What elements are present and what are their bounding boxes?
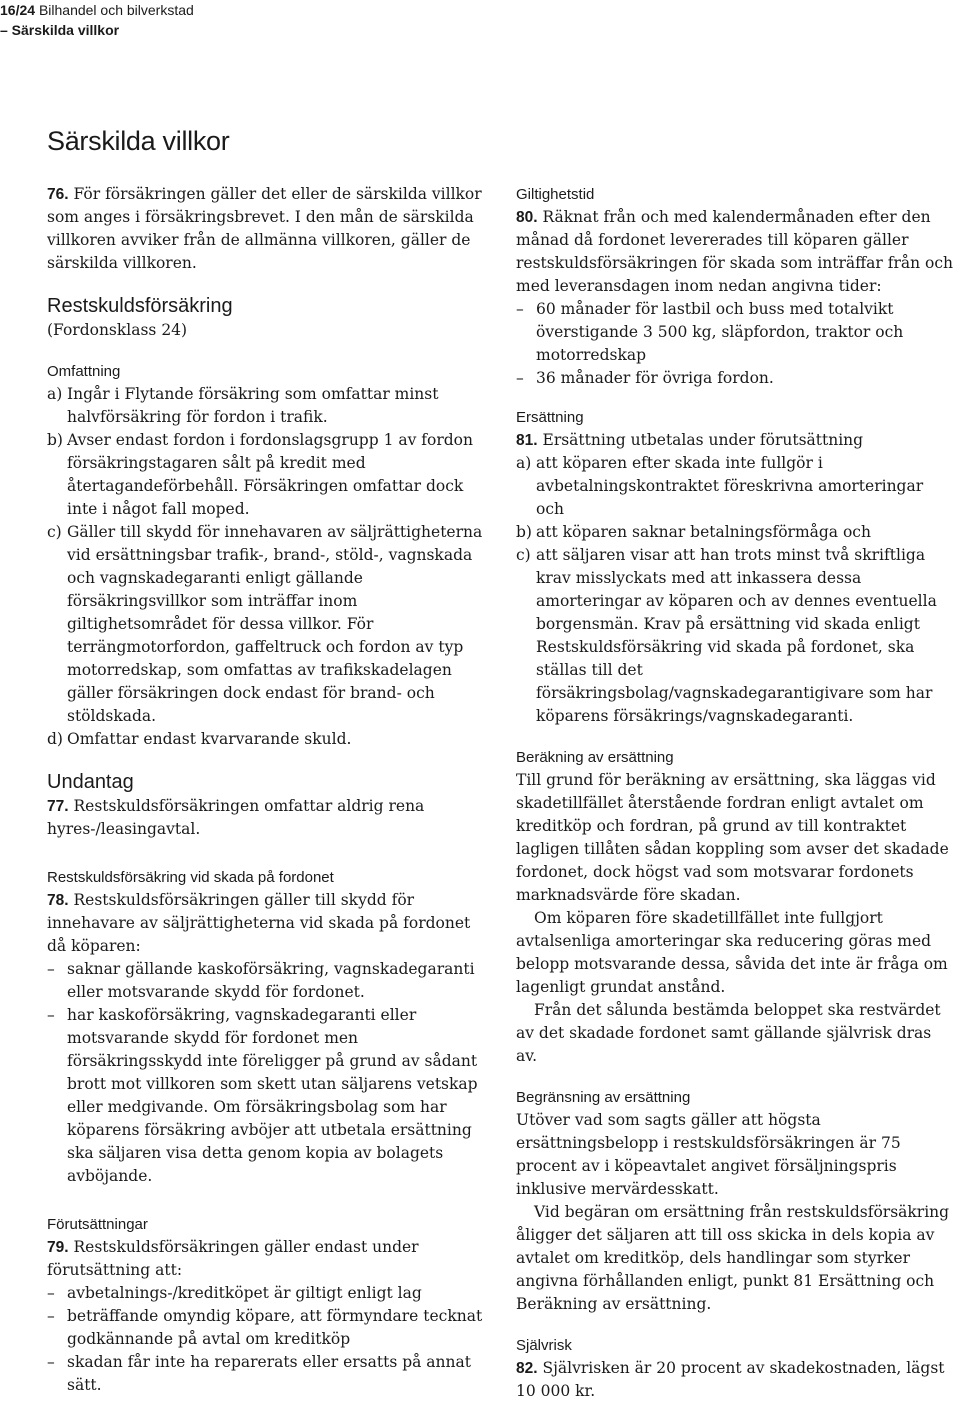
list-item: a) att köparen efter skada inte fullgör i avbetalningskontraktet föreskrivna amorteringar och [516, 454, 924, 518]
section-heading-restskuld: Restskuldsförsäkring [47, 295, 233, 317]
list-item: – har kaskoförsäkring, vagnskadegaranti eller motsvarande skydd för fordonet men försäkringsskydd inte föreligger på grund av sådant brott mot villkoren som skett utan säljarens vetskap eller medgivande. Om försäkringsbolag som har köparens försäkring avböjer att utbetala ersättning ska säljaren visa detta genom kopia av bolagets avböjande. [47, 1006, 478, 1185]
subheading-begransning: Begränsning av ersättning [516, 1089, 691, 1106]
subheading-forutsattningar: Förutsättningar [47, 1216, 148, 1233]
paragraph-berakning-3: Från det sålunda bestämda beloppet ska restvärdet av det skadade fordonet samt gällande självrisk dras av. [516, 1001, 941, 1065]
paragraph-78: 78. Restskuldsförsäkringen gäller till skydd för innehavare av säljrättigheterna vid skada på fordonet då köparen: [47, 891, 471, 955]
right-column [516, 183, 956, 1403]
list-item: – 60 månader för lastbil och buss med totalvikt överstigande 3 500 kg, släpfordon, traktor och motorredskap [516, 300, 904, 364]
paragraph-81: 81. Ersättning utbetalas under förutsättning [516, 431, 864, 449]
section-heading-undantag: Undantag [47, 771, 134, 793]
page-title: Särskilda villkor [47, 126, 230, 156]
list-item: – avbetalnings-/kreditköpet är giltigt enligt lag [47, 1284, 422, 1302]
list-item: b) Avser endast fordon i fordonslagsgrupp 1 av fordon försäkringstagaren sålt på kredit med återtagandeförbehåll. Försäkringen omfattar dock inte i något fall moped. [47, 431, 473, 518]
paragraph-berakning-1: Till grund för beräkning av ersättning, ska läggas vid skadetillfället återstående fordran enligt avtalet om kreditköp och fordran, på grund av till kontraktet lagligen tillåten sådan koppling som avser det skadade fordonet, dock högst vad som motsvarar fordonets marknadsvärde före skadan. [516, 771, 949, 904]
list-item: – 36 månader för övriga fordon. [516, 369, 774, 387]
list-item: – saknar gällande kaskoförsäkring, vagnskadegaranti eller motsvarande skydd för fordonet. [47, 960, 475, 1001]
subheading-sjalvrisk: Självrisk [516, 1337, 572, 1354]
subheading-ersattning: Ersättning [516, 409, 584, 426]
list-item: b) att köparen saknar betalningsförmåga och [516, 523, 871, 541]
page-number: 16/24 [0, 2, 36, 18]
section-name: – Särskilda villkor [0, 22, 120, 38]
list-item: d) Omfattar endast kvarvarande skuld. [47, 730, 352, 748]
page-header [0, 0, 194, 40]
list-item: – beträffande omyndig köpare, att förmyndare tecknat godkännande på avtal om kreditköp [47, 1307, 483, 1348]
paragraph-begransning-1: Utöver vad som sagts gäller att högsta ersättningsbelopp i restskuldsförsäkringen är 75 procent av i köpeavtalet angivet försäljningspris inklusive mervärdesskatt. [516, 1111, 901, 1198]
paragraph-begransning-2: Vid begäran om ersättning från restskuldsförsäkring åligger det säljaren att till oss skicka in dels kopia av avtalet om kreditköp, dels handlingar som styrker angivna förhållanden enligt, punkt 81 Ersättning och Beräkning av ersättning. [516, 1203, 950, 1313]
list-item: – skadan får inte ha reparerats eller ersatts på annat sätt. [47, 1353, 471, 1394]
subheading-skada: Restskuldsförsäkring vid skada på fordonet [47, 869, 334, 886]
paragraph-76 [47, 183, 492, 275]
subheading-omfattning: Omfattning [47, 363, 121, 380]
clause-number: 76. [47, 186, 69, 203]
paragraph-berakning-2: Om köparen före skadetillfället inte fullgjort avtalsenliga amorteringar ska reducering göras med belopp motsvarande dessa, såvida det inte är fråga om lagenligt grundat anstånd. [516, 909, 948, 996]
list-item: c) att säljaren visar att han trots minst två skriftliga krav misslyckats med att inkassera dessa amorteringar av köparen och av dennes eventuella borgensmän. Krav på ersättning vid skada enligt Restskuldsförsäkring vid skada på fordonet, ska ställas till det försäkringsbolag/vagnskadegarantigivare som har köparens försäkrings/vagnskadegaranti. [516, 546, 937, 725]
list-item: a) Ingår i Flytande försäkring som omfattar minst halvförsäkring för fordon i trafik. [47, 385, 439, 426]
paragraph-80: 80. Räknat från och med kalendermånaden efter den månad då fordonet levererades till köparen gäller restskuldsförsäkringen för skada som inträffar från och med leveransdagen inom nedan angivna tider: [516, 208, 954, 295]
publication-name: Bilhandel och bilverkstad [38, 2, 194, 18]
subheading-berakning: Beräkning av ersättning [516, 749, 674, 766]
paragraph-79: 79. Restskuldsförsäkringen gäller endast under förutsättning att: [47, 1238, 419, 1279]
paragraph-82: 82. Självrisken är 20 procent av skadekostnaden, lägst 10 000 kr. [516, 1359, 945, 1400]
paragraph-77: 77. Restskuldsförsäkringen omfattar aldrig rena hyres-/leasingavtal. [47, 797, 425, 838]
list-item: c) Gäller till skydd för innehavaren av säljrättigheterna vid ersättningsbar trafik-, brand-, stöld-, vagnskada och vagnskadegaranti enligt gällande försäkringsvillkor som inträffar inom giltighetsområdet för dessa villkor. För terrängmotorfordon, gaffeltruck och fordon av typ motorredskap, som omfattas av trafikskadelagen gäller försäkringen dock endast för brand- och stöldskada. [47, 523, 483, 725]
clause-text: För försäkringen gäller det eller de särskilda villkor som anges i försäkringsbrevet. I den mån de särskilda villkoren avviker från de allmänna villkoren, gäller de särskilda villkoren. [47, 185, 482, 272]
left-column [47, 183, 492, 1397]
vehicle-class-note: (Fordonsklass 24) [47, 321, 188, 339]
subheading-giltighetstid: Giltighetstid [516, 186, 595, 203]
